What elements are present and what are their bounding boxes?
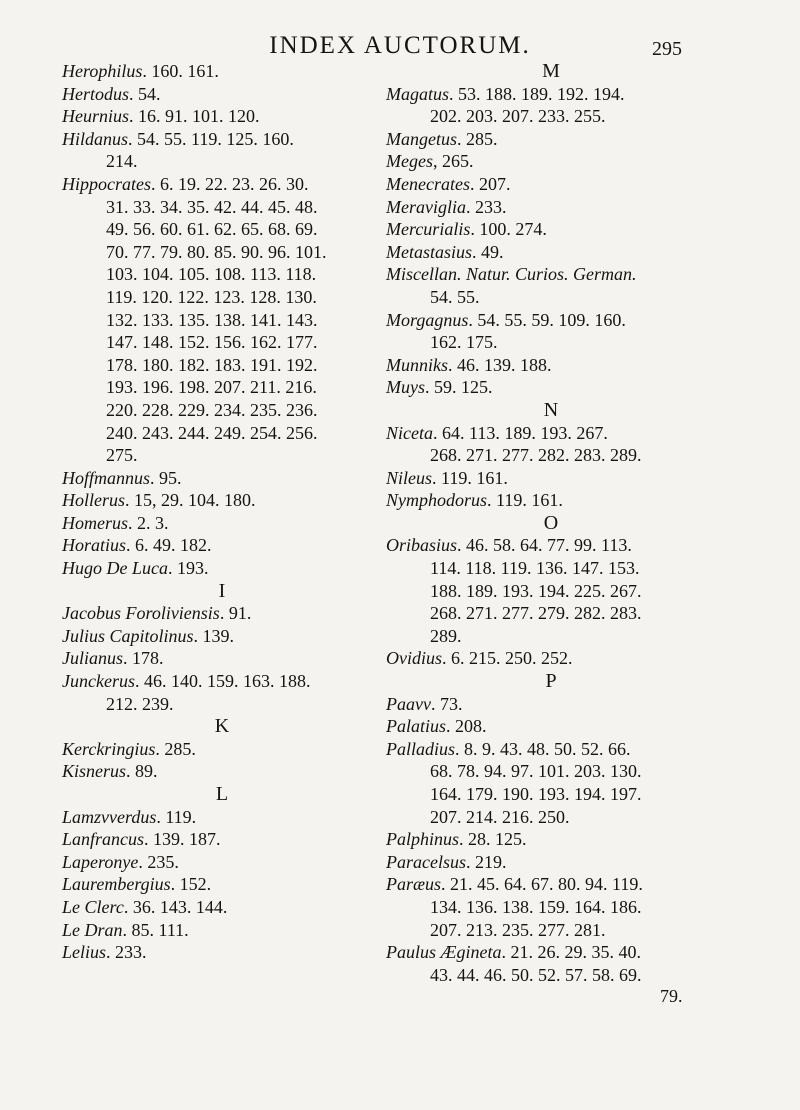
author-name: Nileus — [386, 467, 433, 488]
index-continuation: 207. 213. 235. 277. 281. — [430, 919, 606, 940]
author-name: Metastasius — [386, 241, 473, 262]
index-continuation: 103. 104. 105. 108. 113. 118. — [106, 264, 317, 285]
author-name: Laperonye — [62, 851, 139, 872]
page-refs: . 219. — [466, 851, 507, 872]
author-name: Lamzvverdus — [62, 806, 157, 827]
page-refs: . 91. — [219, 603, 252, 624]
author-name: Oribasius — [386, 535, 458, 556]
index-entry — [386, 263, 716, 286]
page-refs: . 46. 140. 159. 163. 188. — [134, 671, 311, 692]
author-name: Homerus — [62, 512, 128, 533]
index-continuation: 289. — [430, 625, 462, 646]
index-entry — [62, 173, 382, 196]
page-refs: . 15, 29. 104. 180. — [125, 490, 256, 511]
index-entry — [62, 941, 382, 964]
page-refs: . 139. 187. — [144, 829, 221, 850]
page-refs: . 208. — [446, 716, 487, 737]
index-entry — [386, 941, 716, 964]
index-continuation: 268. 271. 277. 282. 283. 289. — [430, 445, 642, 466]
page-refs: . 178. — [123, 648, 164, 669]
index-continuation: 54. 55. — [430, 286, 480, 307]
section-letter: I — [218, 579, 226, 602]
page-refs: . 193. — [168, 558, 209, 579]
page-refs: . 160. 161. — [142, 61, 219, 81]
author-name: Herophilus — [62, 61, 143, 81]
index-continuation: 207. 214. 216. 250. — [430, 806, 570, 827]
section-letter: O — [543, 511, 559, 534]
index-continuation: 114. 118. 119. 136. 147. 153. — [430, 558, 640, 579]
page-refs: . 119. 161. — [487, 490, 563, 511]
index-entry — [62, 738, 382, 761]
index-entry — [62, 60, 382, 83]
index-entry — [386, 128, 716, 151]
author-name: Hollerus — [62, 490, 125, 511]
author-name: Julius Capitolinus — [62, 625, 194, 646]
page-refs: . 53. 188. 189. 192. 194. — [449, 83, 625, 104]
index-entry — [62, 602, 382, 625]
author-name: Mercurialis — [386, 219, 471, 240]
index-entry — [62, 851, 382, 874]
author-name: Horatius — [62, 535, 127, 556]
author-name: Junckerus — [62, 671, 135, 692]
index-continuation: 275. — [106, 445, 138, 466]
author-name: Paræus — [386, 874, 442, 895]
index-entry — [386, 489, 716, 512]
author-name: Paracelsus — [386, 851, 466, 872]
page-refs: . 36. 143. 144. — [123, 896, 228, 917]
section-letter: N — [543, 398, 559, 421]
page-refs: . 6. 19. 22. 23. 26. 30. — [151, 173, 309, 194]
author-name: Kerckringius — [62, 738, 156, 759]
author-name: Hoffmannus — [62, 467, 151, 488]
index-entry — [386, 851, 716, 874]
index-continuation: 202. 203. 207. 233. 255. — [430, 106, 606, 127]
page-refs: . 207. — [469, 173, 511, 194]
page-refs: . 49. — [472, 241, 504, 262]
section-letter: P — [545, 670, 557, 693]
index-entry — [386, 83, 716, 106]
index-entry — [62, 489, 382, 512]
index-entry — [62, 557, 382, 580]
index-continuation: 214. — [106, 151, 138, 172]
index-entry — [62, 467, 382, 490]
index-entry — [62, 647, 382, 670]
author-name: Magatus — [386, 83, 449, 104]
author-name: Le Clerc — [62, 896, 124, 917]
author-name: Heurnius — [62, 106, 129, 127]
author-name: Palatius — [386, 716, 447, 737]
index-entry — [386, 738, 716, 761]
author-name: Ovidius — [386, 648, 442, 669]
index-continuation: 31. 33. 34. 35. 42. 44. 45. 48. — [106, 196, 318, 217]
page-refs: . 95. — [150, 467, 182, 488]
index-entry — [62, 625, 382, 648]
author-name: Lelius — [62, 942, 107, 963]
page-refs: . 64. 113. 189. 193. 267. — [433, 422, 608, 443]
index-entry — [62, 128, 382, 151]
index-entry — [386, 647, 716, 670]
author-name: Hippocrates — [62, 173, 151, 194]
index-continuation: 164. 179. 190. 193. 194. 197. — [430, 784, 642, 804]
index-continuation: 240. 243. 244. 249. 254. 256. — [106, 422, 318, 443]
index-entry — [62, 760, 382, 783]
page-refs: . 21. 26. 29. 35. 40. — [501, 942, 641, 963]
author-name: Miscellan. Natur. Curios. German. — [386, 264, 637, 285]
index-continuation: 134. 136. 138. 159. 164. 186. — [430, 896, 642, 917]
author-name: Lanfrancus — [62, 829, 145, 850]
index-entry — [62, 105, 382, 128]
page-refs: . 235. — [138, 851, 179, 872]
index-column-left — [62, 60, 382, 964]
index-entry — [386, 534, 716, 557]
page-refs: . 285. — [155, 738, 196, 759]
page-refs: . 85. 111. — [122, 919, 189, 940]
index-column-right — [386, 60, 716, 986]
index-continuation: 147. 148. 152. 156. 162. 177. — [106, 332, 318, 353]
index-entry — [386, 354, 716, 377]
page-refs: . 233. — [465, 196, 507, 217]
index-entry — [62, 670, 382, 693]
page-refs: . 54. — [129, 83, 161, 104]
author-name: Palladius — [386, 738, 456, 759]
author-name: Julianus — [62, 648, 123, 669]
index-entry — [386, 467, 716, 490]
index-entry — [62, 534, 382, 557]
index-entry — [386, 828, 716, 851]
author-name: Laurembergius — [62, 874, 171, 895]
page-refs: . 21. 45. 64. 67. 80. 94. 119. — [441, 874, 643, 895]
author-name: Palphinus — [386, 829, 460, 850]
index-entry — [62, 512, 382, 535]
page-refs: . 54. 55. 59. 109. 160. — [468, 309, 626, 330]
index-continuation: 188. 189. 193. 194. 225. 267. — [430, 580, 642, 601]
page-refs: . 46. 139. 188. — [448, 354, 552, 375]
page-title: INDEX AUCTORUM. — [269, 32, 531, 59]
index-entry — [62, 83, 382, 106]
page-refs: . 28. 125. — [459, 829, 527, 850]
author-name: Mangetus — [386, 128, 457, 149]
index-continuation: 119. 120. 122. 123. 128. 130. — [106, 286, 317, 307]
author-name: Munniks — [386, 354, 448, 375]
index-continuation: 212. 239. — [106, 693, 174, 714]
author-name: Le Dran — [62, 919, 123, 940]
index-entry — [62, 806, 382, 829]
index-continuation: 70. 77. 79. 80. 85. 90. 96. 101. — [106, 241, 327, 262]
index-entry — [62, 919, 382, 942]
index-entry — [386, 218, 716, 241]
page-number: 295 — [652, 38, 682, 60]
catchword: 79. — [660, 986, 683, 1006]
index-entry — [386, 150, 716, 173]
author-name: Meges — [386, 151, 433, 172]
author-name: Kisnerus — [62, 761, 127, 782]
author-name: Paavv — [386, 693, 431, 714]
page-refs: . 285. — [457, 128, 498, 149]
page-refs: . 119. 161. — [432, 467, 508, 488]
page-refs: . 139. — [193, 625, 235, 646]
author-name: Nymphodorus — [386, 490, 488, 511]
page-refs: . 89. — [126, 761, 158, 782]
index-entry — [386, 309, 716, 332]
index-entry — [386, 376, 716, 399]
author-name: Hildanus — [62, 128, 129, 149]
author-name: Muys — [386, 377, 425, 398]
index-entry — [386, 873, 716, 896]
index-entry — [62, 896, 382, 919]
author-name: Niceta — [386, 422, 433, 443]
index-continuation: 68. 78. 94. 97. 101. 203. 130. — [430, 761, 642, 782]
index-entry — [386, 196, 716, 219]
index-continuation: 49. 56. 60. 61. 62. 65. 68. 69. — [106, 219, 318, 240]
page-refs: . 59. 125. — [425, 377, 493, 398]
section-letter: L — [215, 783, 229, 805]
index-entry — [386, 715, 716, 738]
index-entry — [386, 241, 716, 264]
page-refs: . 152. — [170, 874, 212, 895]
page-refs: . 54. 55. 119. 125. 160. — [128, 128, 294, 149]
index-continuation: 43. 44. 46. 50. 52. 57. 58. 69. — [430, 964, 642, 985]
section-letter: M — [542, 60, 560, 82]
page-refs: . 73. — [430, 693, 463, 714]
page-refs: . 233. — [106, 942, 147, 963]
page-refs: . 119. — [156, 806, 197, 827]
index-entry — [62, 828, 382, 851]
index-entry — [386, 693, 716, 716]
author-name: Menecrates — [386, 173, 470, 194]
page-refs: . 8. 9. 43. 48. 50. 52. 66. — [455, 738, 631, 759]
index-entry — [386, 422, 716, 445]
index-continuation: 268. 271. 277. 279. 282. 283. — [430, 603, 642, 624]
page-refs: . 16. 91. 101. 120. — [129, 106, 260, 127]
author-name: Hertodus — [62, 83, 129, 104]
index-entry — [62, 873, 382, 896]
page-refs: . 2. 3. — [128, 512, 169, 533]
author-name: Paulus Ægineta — [386, 942, 502, 963]
author-name: Jacobus Foroliviensis — [62, 603, 220, 624]
index-continuation: 178. 180. 182. 183. 191. 192. — [106, 354, 318, 375]
index-continuation: 193. 196. 198. 207. 211. 216. — [106, 377, 317, 398]
page-refs: . 6. 215. 250. 252. — [442, 648, 573, 669]
index-continuation: 220. 228. 229. 234. 235. 236. — [106, 399, 318, 420]
index-continuation: 132. 133. 135. 138. 141. 143. — [106, 309, 318, 330]
index-continuation: 162. 175. — [430, 332, 498, 353]
author-name: Meraviglia — [386, 196, 466, 217]
page-refs: . 6. 49. 182. — [126, 535, 212, 556]
author-name: Hugo De Luca — [62, 558, 168, 579]
page-refs: . 100. 274. — [470, 219, 547, 240]
page-refs: , 265. — [432, 151, 474, 172]
section-letter: K — [214, 715, 230, 738]
index-entry — [386, 173, 716, 196]
author-name: Morgagnus — [386, 309, 469, 330]
page-refs: . 46. 58. 64. 77. 99. 113. — [457, 535, 632, 556]
